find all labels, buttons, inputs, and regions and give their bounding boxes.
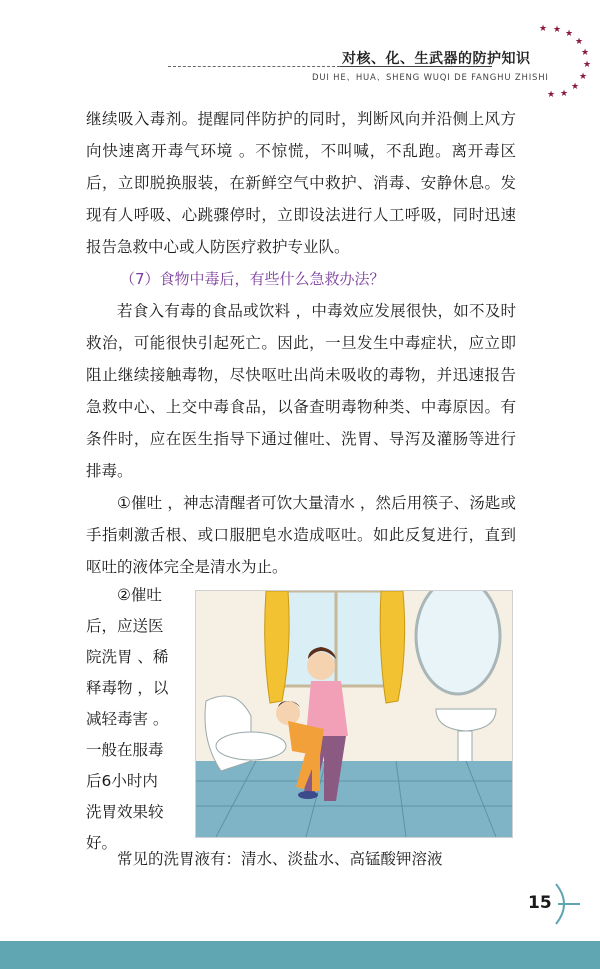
svg-text:★: ★: [560, 89, 569, 98]
svg-text:★: ★: [547, 90, 556, 98]
star-arc-decoration-icon: [505, 18, 595, 98]
svg-text:★: ★: [565, 29, 574, 39]
svg-text:★: ★: [575, 37, 584, 47]
svg-text:★: ★: [571, 82, 580, 92]
paragraph-food-poisoning: 若食入有毒的食品或饮料 ，中毒效应发展很快，如不及时救治，可能很快引起死亡。因此，一旦发生中毒症状，应立即阻止继续接触毒物，尽快呕吐出尚未吸收的毒物，并迅速报告急救中心、上交中毒食品，以备查明毒物种类、中毒原因。有条件时，应在医生指导下通过催吐、洗胃、导泻及灌肠等进行排毒。: [86, 302, 516, 480]
svg-text:★: ★: [579, 72, 588, 82]
side-line: 一般在服毒: [86, 741, 164, 759]
side-line: 后，应送医: [86, 617, 164, 635]
page-number: 15: [528, 893, 552, 913]
page-number-arc-icon: [550, 880, 580, 928]
side-line: ②催吐: [117, 586, 162, 604]
side-line: 减轻毒害 。: [86, 710, 169, 728]
header-title: 对核、化、生武器的防护知识: [342, 51, 531, 67]
illustration-drawing: [196, 591, 512, 837]
header-dashed-rule: [168, 66, 340, 67]
footer-band: [0, 941, 600, 969]
svg-text:★: ★: [553, 25, 562, 35]
question-heading: （7）食物中毒后，有些什么急救办法？: [120, 270, 385, 288]
header-pinyin: DUI HE、HUA、SHENG WUQI DE FANGHU ZHISHI: [312, 73, 549, 83]
side-line: 后6小时内: [86, 772, 158, 790]
svg-text:★: ★: [539, 24, 548, 34]
bathroom-illustration: [195, 590, 513, 838]
side-line: 好。: [86, 834, 118, 852]
svg-text:★: ★: [583, 60, 592, 70]
gastric-lavage-line: 常见的洗胃液有：清水、淡盐水、高锰酸钾溶液: [117, 850, 443, 868]
side-line: 洗胃效果较: [86, 803, 164, 821]
page-header: [0, 0, 600, 100]
paragraph-induce-vomiting: ①催吐 ，神志清醒者可饮大量清水 ，然后用筷子、汤匙或手指刺激舌根、或口服肥皂水造成呕吐。如此反复进行，直到呕吐的液体完全是清水为止。: [86, 494, 516, 576]
svg-text:★: ★: [581, 48, 590, 58]
side-line: 释毒物 ，以: [86, 679, 169, 697]
paragraph-continuation: 继续吸入毒剂。提醒同伴防护的同时，判断风向并沿侧上风方向快速离开毒气环境 。不惊慌，不叫喊，不乱跑。离开毒区后，立即脱换服装，在新鲜空气中救护、消毒、安静休息。发现有人呼吸、心跳骤停时，立即设法进行人工呼吸，同时迅速报告急救中心或人防医疗救护专业队。: [86, 110, 516, 256]
side-line: 院洗胃 、稀: [86, 648, 169, 666]
side-text-column: [86, 580, 198, 859]
body-text: [86, 103, 516, 583]
